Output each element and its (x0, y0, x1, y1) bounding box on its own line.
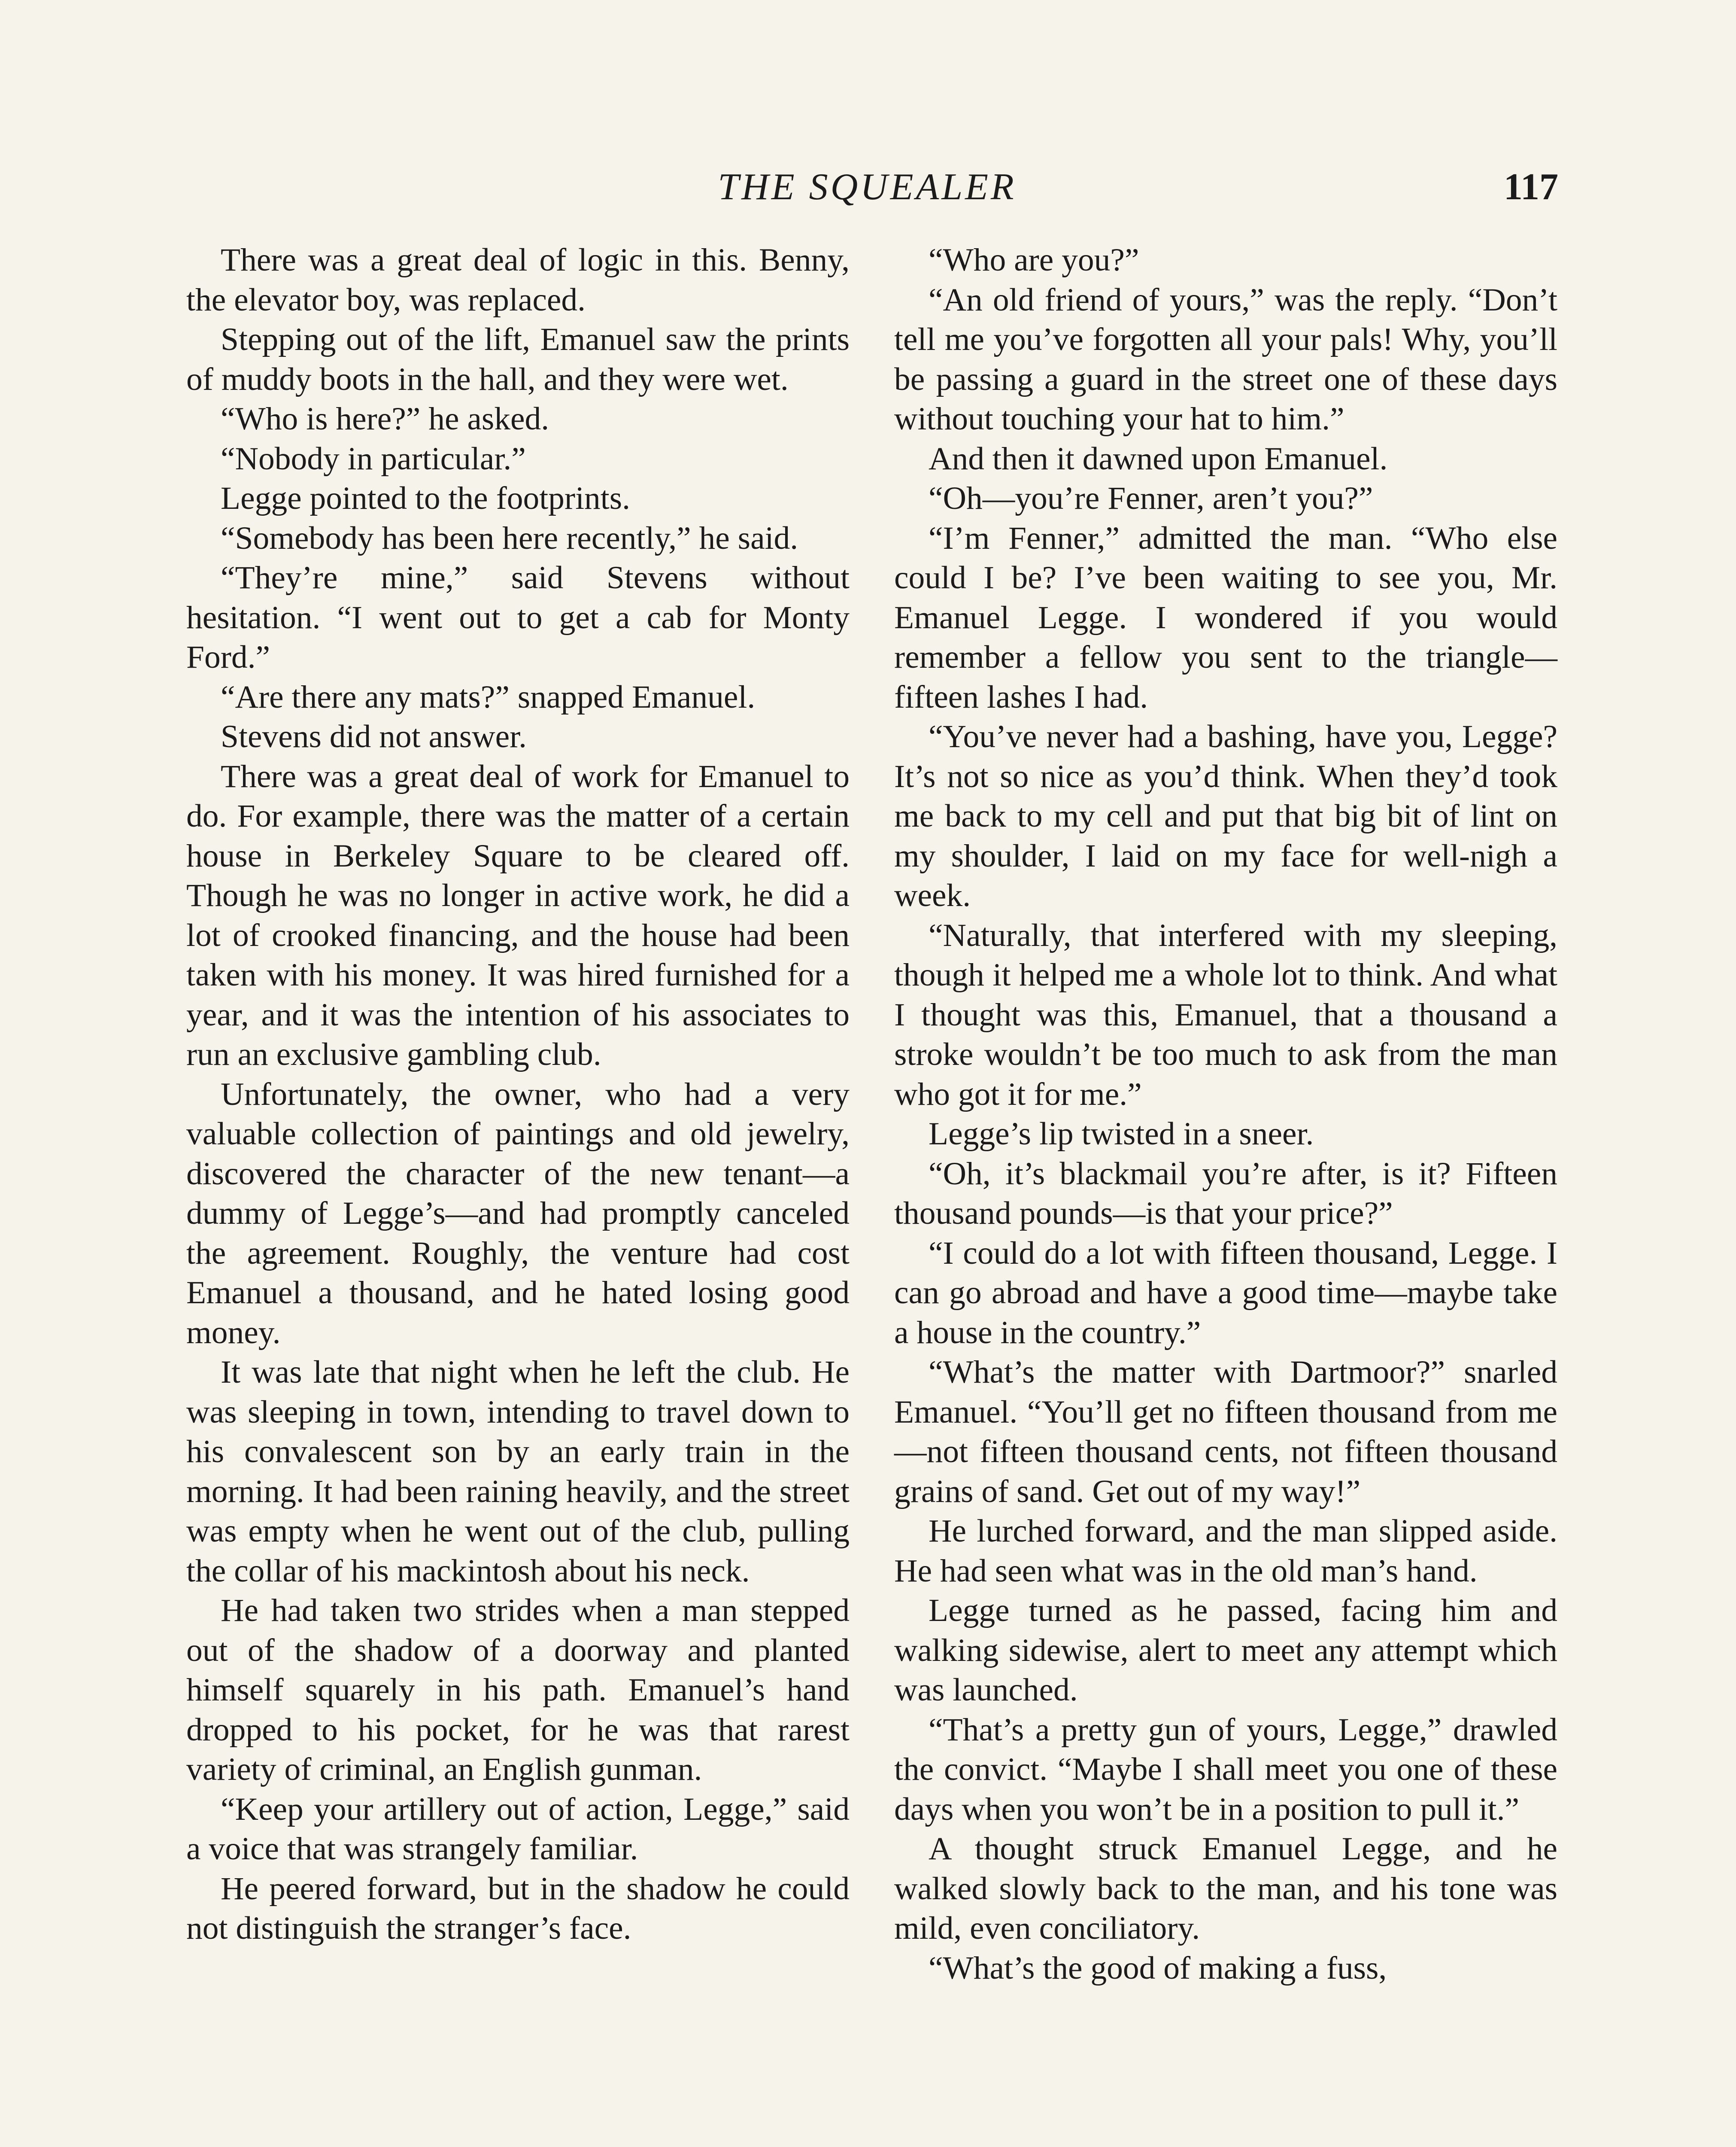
paragraph: “I’m Fenner,” admitted the man. “Who else could I be? I’ve been waiting to see you, Mr. Emanuel Legge. I wondered if you would remember a fellow you sent to the triangle—fifteen lashes I had. (894, 520, 1557, 715)
paragraph: “Oh, it’s blackmail you’re after, is it? Fifteen thousand pounds—is that your price?” (894, 1156, 1557, 1231)
paragraph: Legge turned as he passed, facing him and walking sidewise, alert to meet any attempt which was launched. (894, 1593, 1557, 1708)
paragraph: “You’ve never had a bashing, have you, Legge? It’s not so nice as you’d think. When they’d took me back to my cell and put that big bit of lint on my shoulder, I laid on my face for well-nigh a week. (894, 719, 1557, 913)
paragraph: “Nobody in particular.” (221, 441, 526, 477)
paragraph: Stepping out of the lift, Emanuel saw the prints of muddy boots in the hall, and they were wet. (186, 322, 850, 397)
paragraph: “That’s a pretty gun of yours, Legge,” drawled the convict. “Maybe I shall meet you one of these days when you won’t be in a position to pull it.” (894, 1712, 1557, 1827)
paragraph: Legge’s lip twisted in a sneer. (929, 1116, 1314, 1152)
paragraph: A thought struck Emanuel Legge, and he walked slowly back to the man, and his tone was mild, even conciliatory. (894, 1831, 1557, 1946)
running-title: THE SQUEALER (718, 166, 1017, 208)
paragraph: “Who are you?” (929, 242, 1139, 278)
left-column (186, 240, 850, 1949)
paragraph: It was late that night when he left the club. He was sleeping in town, intending to travel down to his convalescent son by an early train in the morning. It had been raining heavily, and the street was empty when he went out of the club, pulling the collar of his mackintosh about his neck. (186, 1354, 850, 1589)
paragraph: “Somebody has been here recently,” he said. (221, 520, 798, 556)
paragraph: There was a great deal of logic in this. Benny, the elevator boy, was replaced. (186, 242, 850, 318)
paragraph: “What’s the matter with Dartmoor?” snarled Emanuel. “You’ll get no fifteen thousand from me—not fifteen thousand cents, not fifteen thousand grains of sand. Get out of my way!” (894, 1354, 1557, 1509)
paragraph: There was a great deal of work for Emanuel to do. For example, there was the matter of a certain house in Berkeley Square to be cleared off. Though he was no longer in active work, he did a lot of crooked financing, and the house had been taken with his money. It was hired furnished for a year, and it was the intention of his associates to run an exclusive gambling club. (186, 758, 850, 1072)
paragraph: “I could do a lot with fifteen thousand, Legge. I can go abroad and have a good time—maybe take a house in the country.” (894, 1235, 1557, 1350)
paragraph: He had taken two strides when a man stepped out of the shadow of a doorway and planted himself squarely in his path. Emanuel’s hand dropped to his pocket, for he was that rarest variety of criminal, an English gunman. (186, 1593, 850, 1787)
paragraph: “They’re mine,” said Stevens without hesitation. “I went out to get a cab for Monty Ford.” (186, 560, 850, 675)
paragraph: “An old friend of yours,” was the reply. “Don’t tell me you’ve forgotten all your pals! Why, you’ll be passing a guard in the street one of these days without touching your hat to him.” (894, 282, 1557, 437)
paragraph: “Who is here?” he asked. (221, 401, 549, 437)
paragraph: “Keep your artillery out of action, Legge,” said a voice that was strangely familiar. (186, 1791, 850, 1867)
paragraph: “Are there any mats?” snapped Emanuel. (221, 679, 756, 715)
paragraph: “Oh—you’re Fenner, aren’t you?” (929, 480, 1373, 516)
paragraph: And then it dawned upon Emanuel. (929, 441, 1388, 477)
paragraph: He lurched forward, and the man slipped aside. He had seen what was in the old man’s hand. (894, 1513, 1557, 1589)
page-header (0, 165, 1736, 221)
paragraph: He peered forward, but in the shadow he could not distinguish the stranger’s face. (186, 1870, 850, 1946)
paragraph: “What’s the good of making a fuss, (929, 1950, 1387, 1986)
paragraph: Stevens did not answer. (221, 719, 527, 754)
paragraph: Legge pointed to the footprints. (221, 480, 631, 516)
page-number: 117 (1503, 166, 1558, 208)
paragraph: “Naturally, that interfered with my sleeping, though it helped me a whole lot to think. And what I thought was this, Emanuel, that a thousand a stroke wouldn’t be too much to ask from the man who got it for me.” (894, 917, 1557, 1112)
paragraph: Unfortunately, the owner, who had a very valuable collection of paintings and old jewelry, discovered the character of the new tenant—a dummy of Legge’s—and had promptly canceled the agreement. Roughly, the venture had cost Emanuel a thousand, and he hated losing good money. (186, 1076, 850, 1350)
right-column (894, 240, 1557, 1988)
